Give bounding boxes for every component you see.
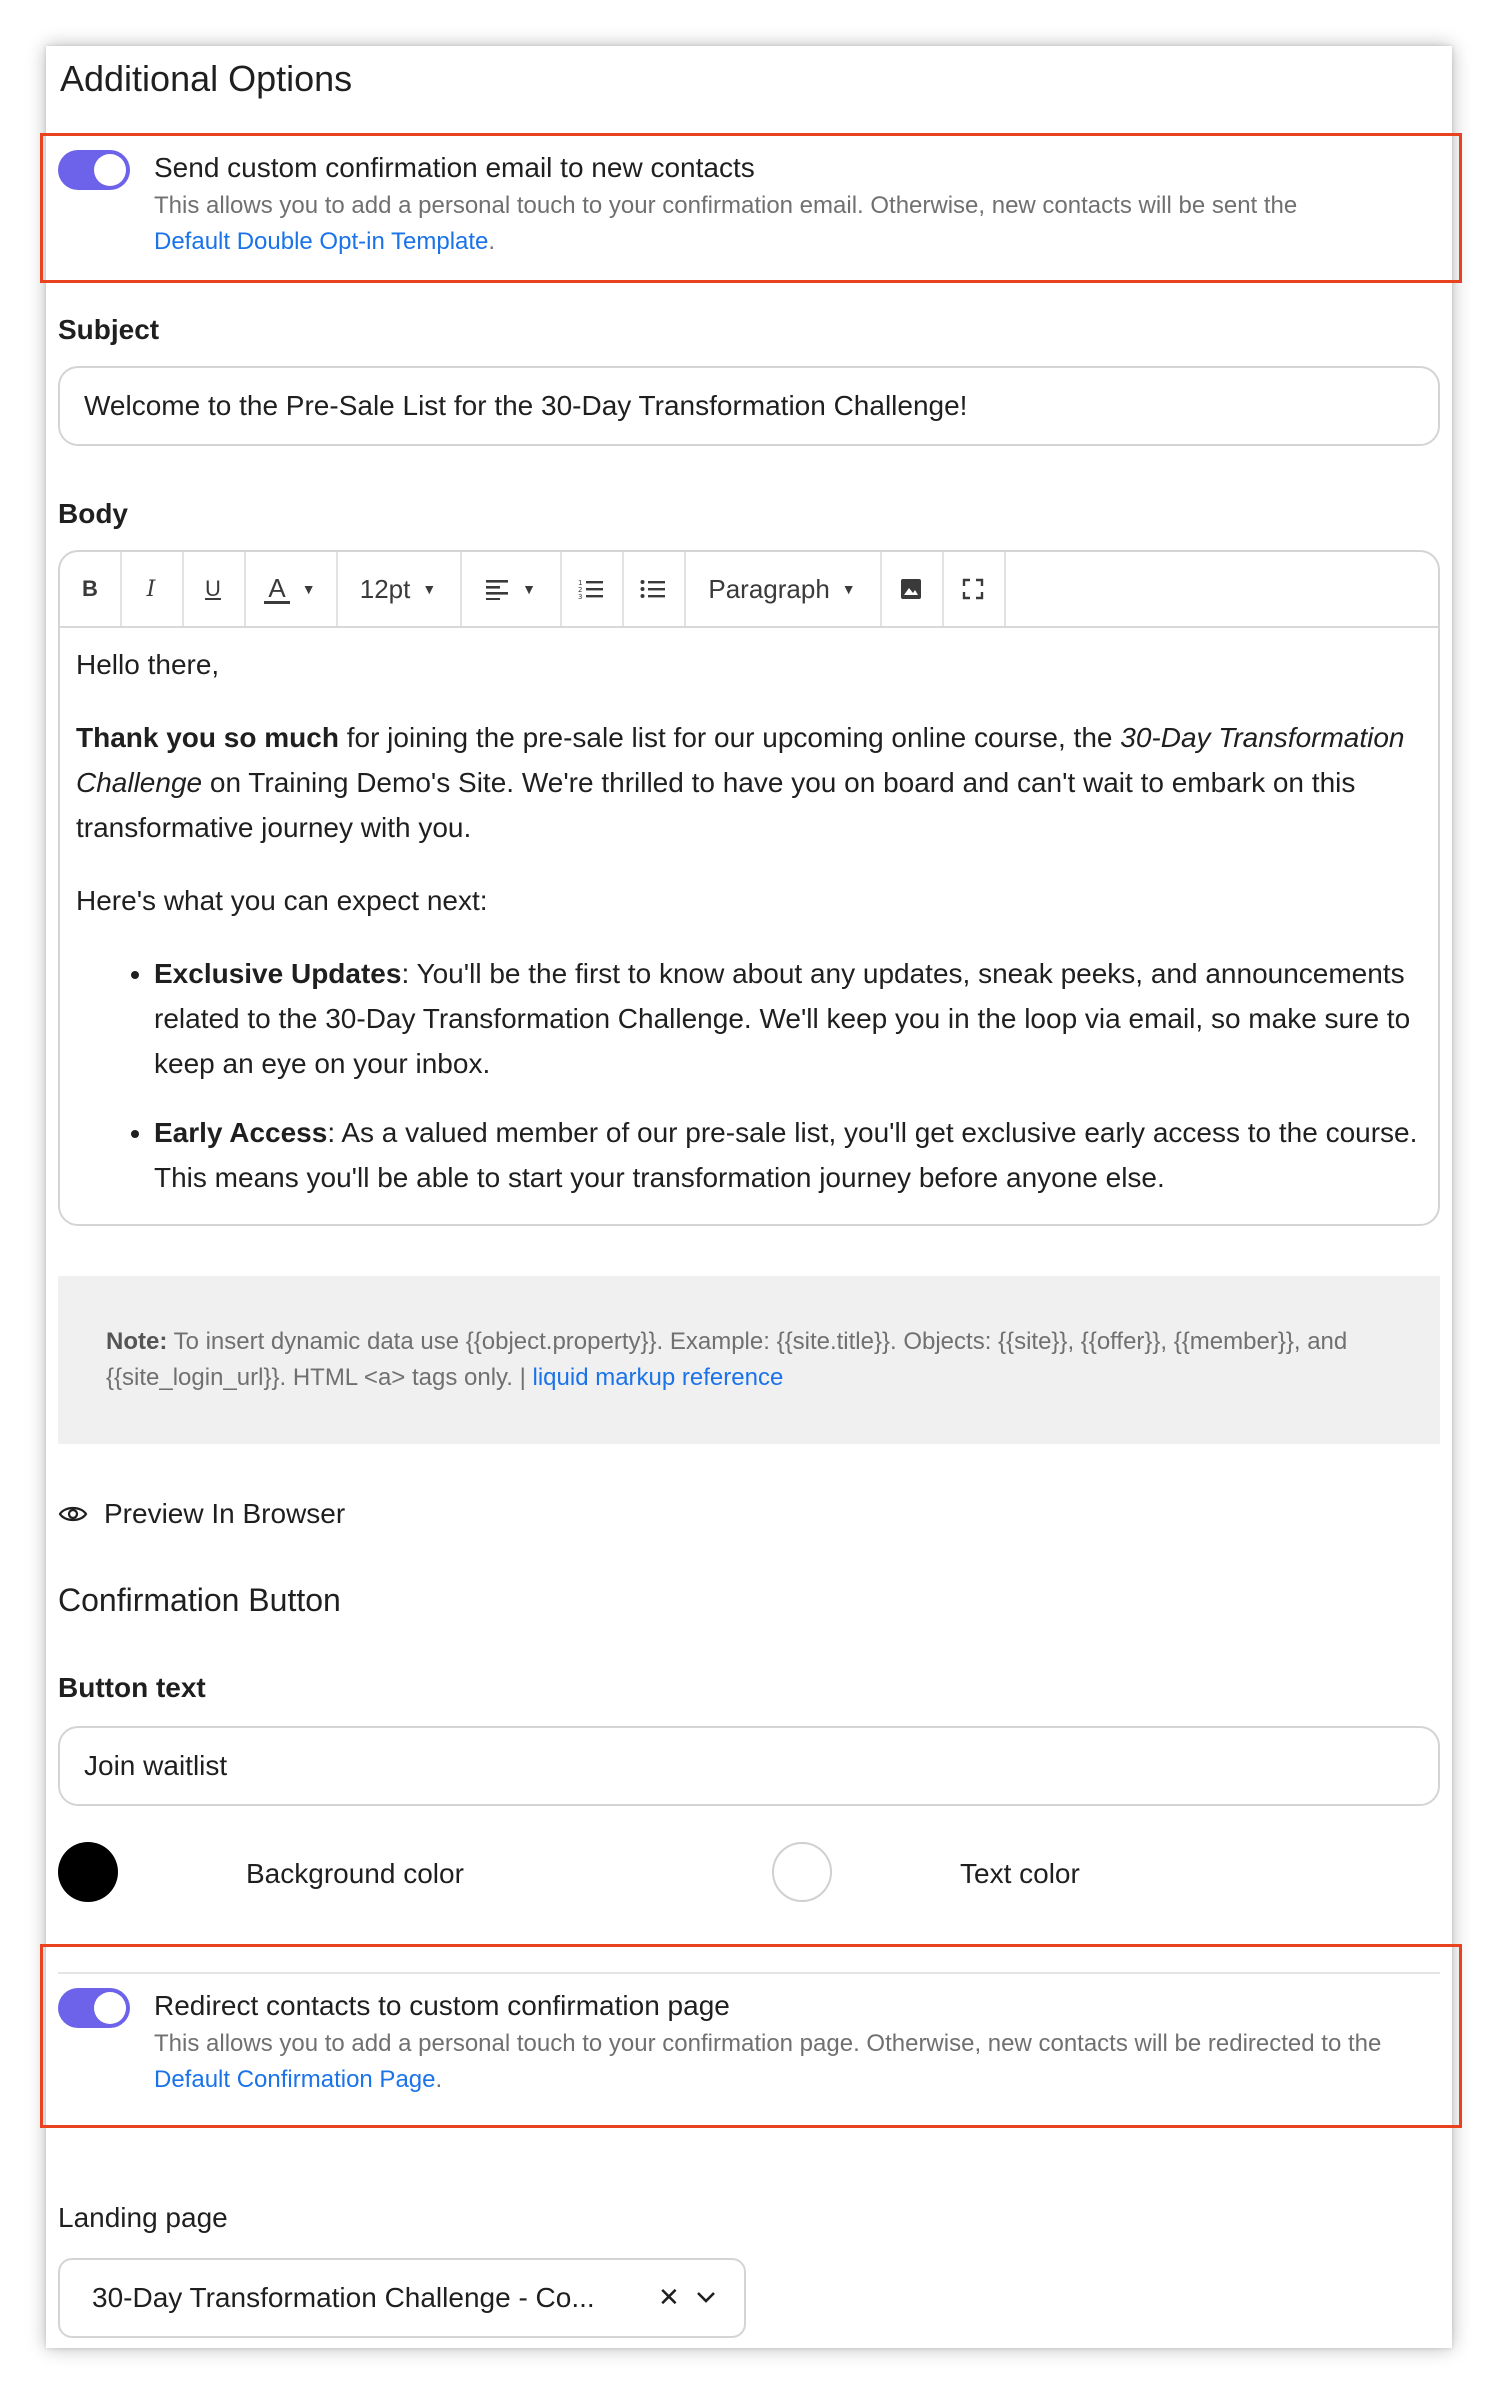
font-color-icon: A bbox=[264, 575, 289, 604]
text-color-swatch[interactable] bbox=[772, 1842, 832, 1902]
redirect-description bbox=[154, 2026, 1446, 2098]
bold-button[interactable]: B bbox=[60, 552, 122, 626]
divider bbox=[58, 1972, 1440, 1974]
image-icon bbox=[900, 578, 922, 600]
course-name-italic: 30-Day Transformation Challenge bbox=[76, 722, 1405, 798]
font-size-select[interactable] bbox=[336, 552, 462, 626]
text-color-label: Text color bbox=[960, 1858, 1080, 1889]
chevron-down-icon: ▼ bbox=[301, 581, 316, 597]
list-item-bold: Exclusive Updates bbox=[154, 958, 402, 989]
dynamic-data-note bbox=[58, 1276, 1440, 1444]
redirect-title: Redirect contacts to custom confirmation page bbox=[154, 1990, 730, 2021]
fullscreen-icon bbox=[962, 578, 984, 600]
redirect-after-link: . bbox=[435, 2066, 443, 2093]
custom-email-title: Send custom confirmation email to new contacts bbox=[154, 152, 755, 183]
custom-email-description-text: This allows you to add a personal touch to your confirmation email. Otherwise, new contacts will be sent the bbox=[154, 192, 1298, 219]
svg-text:2: 2 bbox=[578, 586, 583, 594]
redirect-description-text: This allows you to add a personal touch to your confirmation page. Otherwise, new contacts will be redirected to the bbox=[154, 2030, 1382, 2057]
custom-email-toggle[interactable] bbox=[58, 150, 130, 190]
thanks-text-a: for joining the pre-sale list for our upcoming online course, the bbox=[338, 722, 1121, 753]
subject-label: Subject bbox=[58, 314, 160, 345]
font-color-button[interactable] bbox=[244, 552, 338, 626]
chevron-down-icon[interactable] bbox=[696, 2290, 716, 2304]
toggle-knob bbox=[94, 154, 126, 186]
custom-email-description bbox=[154, 188, 1444, 260]
landing-page-select[interactable] bbox=[58, 2258, 746, 2338]
chevron-down-icon: ▼ bbox=[522, 581, 536, 597]
confirmation-button-title: Confirmation Button bbox=[58, 1582, 341, 1618]
chevron-down-icon: ▼ bbox=[422, 581, 437, 597]
button-text-label: Button text bbox=[58, 1672, 206, 1703]
list-item bbox=[154, 951, 1418, 1086]
bullet-list-icon bbox=[640, 578, 666, 600]
ordered-list-icon bbox=[578, 578, 604, 600]
subject-value: Welcome to the Pre-Sale List for the 30-Day Transformation Challenge! bbox=[84, 390, 968, 421]
greeting: Hello there, bbox=[76, 649, 220, 680]
list-item-text: : You'll be the first to know about any updates, sneak peeks, and announcements related to the 30-Day Transformation Challenge. We'll keep you in the loop via email, so make sure to keep an eye on your inbox. bbox=[154, 958, 1411, 1079]
align-left-icon bbox=[484, 578, 510, 600]
thanks-text-b: on Training Demo's Site. We're thrilled to have you on board and can't wait to embark on this transformative journey with you. bbox=[76, 767, 1356, 843]
liquid-markup-link[interactable]: liquid markup reference bbox=[532, 1364, 784, 1391]
align-button[interactable] bbox=[460, 552, 562, 626]
subject-input[interactable] bbox=[58, 366, 1440, 446]
ordered-list-button[interactable] bbox=[560, 552, 624, 626]
body-editor[interactable] bbox=[58, 550, 1440, 1226]
custom-email-after-link: . bbox=[488, 228, 496, 255]
preview-in-browser-button[interactable] bbox=[58, 1498, 345, 1530]
underline-button[interactable]: U bbox=[182, 552, 246, 626]
bullet-list-button[interactable] bbox=[622, 552, 686, 626]
note-label: Note: bbox=[106, 1328, 168, 1355]
block-format-value: Paragraph bbox=[708, 573, 830, 604]
thanks-bold: Thank you so much bbox=[76, 722, 339, 753]
list-item bbox=[154, 1110, 1418, 1200]
preview-label: Preview In Browser bbox=[104, 1498, 346, 1529]
eye-icon bbox=[58, 1504, 88, 1524]
clear-selection-icon[interactable]: ✕ bbox=[658, 2282, 680, 2312]
paragraph-thanks bbox=[76, 715, 1418, 850]
list-item-bold: Early Access bbox=[154, 1117, 328, 1148]
background-color-label: Background color bbox=[246, 1858, 464, 1889]
italic-button[interactable]: I bbox=[120, 552, 184, 626]
background-color-swatch[interactable] bbox=[58, 1842, 118, 1902]
expect-list bbox=[76, 951, 1418, 1200]
svg-text:1: 1 bbox=[578, 579, 583, 587]
section-title: Additional Options bbox=[60, 58, 353, 99]
landing-page-label: Landing page bbox=[58, 2202, 228, 2233]
landing-page-value: 30-Day Transformation Challenge - Co... bbox=[92, 2282, 595, 2313]
toggle-knob bbox=[94, 1992, 126, 2024]
insert-image-button[interactable] bbox=[880, 552, 944, 626]
button-text-value: Join waitlist bbox=[84, 1750, 228, 1781]
fullscreen-button[interactable] bbox=[942, 552, 1006, 626]
redirect-toggle[interactable] bbox=[58, 1988, 130, 2028]
editor-toolbar bbox=[60, 552, 1438, 628]
editor-content[interactable] bbox=[76, 642, 1418, 1224]
font-size-value: 12pt bbox=[359, 573, 411, 604]
block-format-select[interactable] bbox=[684, 552, 882, 626]
additional-options-card bbox=[46, 46, 1452, 2348]
note-text: To insert dynamic data use {{object.property}}. Example: {{site.title}}. Objects: {{site}}, {{offer}}, {{member}}, and {{site_login_url}}. HTML <a> tags only. | bbox=[106, 1328, 1348, 1391]
default-template-link[interactable]: Default Double Opt-in Template bbox=[154, 228, 489, 255]
svg-text:3: 3 bbox=[578, 593, 583, 600]
paragraph-next: Here's what you can expect next: bbox=[76, 885, 488, 916]
chevron-down-icon: ▼ bbox=[841, 581, 856, 597]
default-confirmation-page-link[interactable]: Default Confirmation Page bbox=[154, 2066, 436, 2093]
list-item-text: : As a valued member of our pre-sale list, you'll get exclusive early access to the course. This means you'll be able to start your transformation journey before anyone else. bbox=[154, 1117, 1418, 1193]
button-text-input[interactable] bbox=[58, 1726, 1440, 1806]
body-label: Body bbox=[58, 498, 128, 529]
